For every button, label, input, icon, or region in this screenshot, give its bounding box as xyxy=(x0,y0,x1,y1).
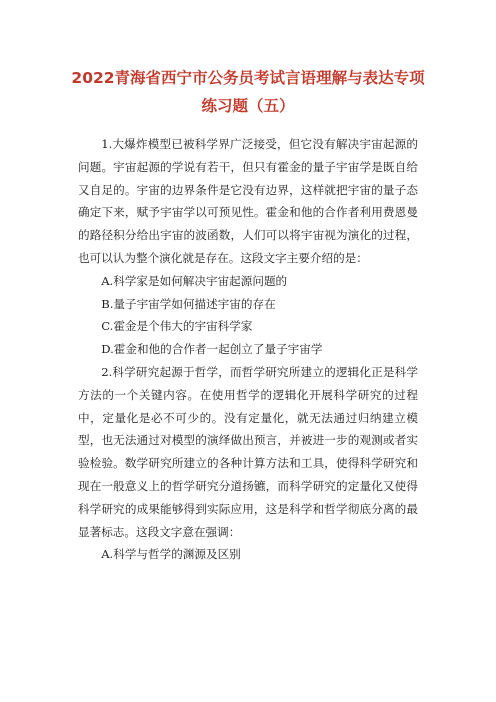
document-body xyxy=(78,133,418,566)
question-1-option-d: D.霍金和他的合作者一起创立了量子宇宙学 xyxy=(101,342,323,357)
question-2-stem: 2.科学研究起源于哲学，而哲学研究所建立的逻辑化正是科学方法的一个关键内容。在使用哲学的逻辑化开展科学研究的过程中，定量化是必不可少的。没有定量化，就无法通过归纳建立模型，也无法通过对模型的演绎做出预言，并被进一步的观测或者实验检验。数学研究所建立的各种计算方法和工具，使得科学研究和现在一般意义上的哲学研究分道扬镳，而科学研究的定量化又使得科学研究的成果能够得到实际应用，这是科学和哲学彻底分离的最显著标志。这段文字意在强调： xyxy=(78,364,418,539)
question-1-option-c: C.霍金是个伟大的宇宙科学家 xyxy=(101,319,253,334)
document-title-line-2: 练习题（五） xyxy=(201,97,295,115)
question-1-stem: 1.大爆炸模型已被科学界广泛接受，但它没有解决宇宙起源的问题。宇宙起源的学说有若干，但只有霍金的量子宇宙学是既自给又自足的。宇宙的边界条件是它没有边界，这样就把宇宙的量子态确定下来，赋予宇宙学以可预见性。霍金和他的合作者利用费恩曼的路径积分给出宇宙的波函数，人们可以将宇宙视为演化的过程，也可以认为整个演化就是存在。这段文字主要介绍的是： xyxy=(78,137,418,265)
question-2-option-a: A.科学与哲学的渊源及区别 xyxy=(101,547,241,562)
document-title-line-1: 2022青海省西宁市公务员考试言语理解与表达专项 xyxy=(71,69,425,87)
question-1 xyxy=(78,133,418,361)
question-1-option-a: A.科学家是如何解决宇宙起源问题的 xyxy=(101,273,288,288)
question-1-option-b: B.量子宇宙学如何描述宇宙的存在 xyxy=(101,296,276,311)
question-2 xyxy=(78,361,418,566)
